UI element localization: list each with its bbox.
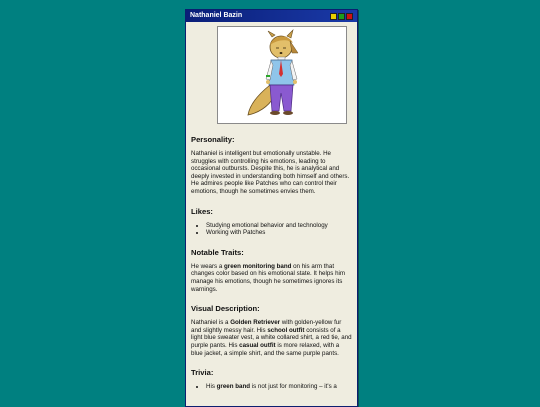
close-button[interactable] [346, 13, 353, 20]
trivia-heading: Trivia: [191, 368, 214, 378]
trivia-list [191, 383, 352, 391]
maximize-button[interactable] [338, 13, 345, 20]
list-item: • Studying emotional behavior and technology [206, 222, 352, 230]
notable-traits-heading: Notable Traits: [191, 247, 244, 257]
window-titlebar[interactable] [186, 10, 357, 22]
personality-text: Nathaniel is intelligent but emotionally unstable. He struggles with controlling his emotions, leading to occasional outbursts. Despite this, he is analytical and deeply invested in understanding both himself and others. He admires people like Patches who can control their emotions, though he sometimes envies them. [191, 150, 350, 195]
list-item: • His green band is not just for monitoring – it's a [206, 383, 352, 391]
character-portrait [217, 26, 347, 124]
personality-heading: Personality: [191, 135, 235, 144]
window-controls [330, 13, 353, 20]
golden-retriever-character-portrait-icon [218, 27, 346, 123]
visual-description-text: Nathaniel is a Golden Retriever with golden-yellow fur and slightly messy hair. His school outfit consists of a light blue sweater vest, a white collared shirt, a red tie, and purple pants. His casual outfit is more relaxed, with a blue jacket, a simple shirt, and the same purple pants. [191, 319, 352, 357]
list-item: • Working with Patches [206, 229, 352, 237]
minimize-button[interactable] [330, 13, 337, 20]
notable-traits-text: He wears a green monitoring band on his arm that changes color based on his emotional state. It helps him manage his emotions, though he sometimes ignores its warnings. [191, 262, 346, 293]
likes-list [191, 222, 352, 237]
character-profile-window [185, 9, 358, 407]
profile-content [186, 22, 357, 391]
visual-description-heading: Visual Description: [191, 304, 260, 314]
window-title: Nathaniel Bazin [190, 12, 243, 19]
likes-heading: Likes: [191, 206, 213, 216]
